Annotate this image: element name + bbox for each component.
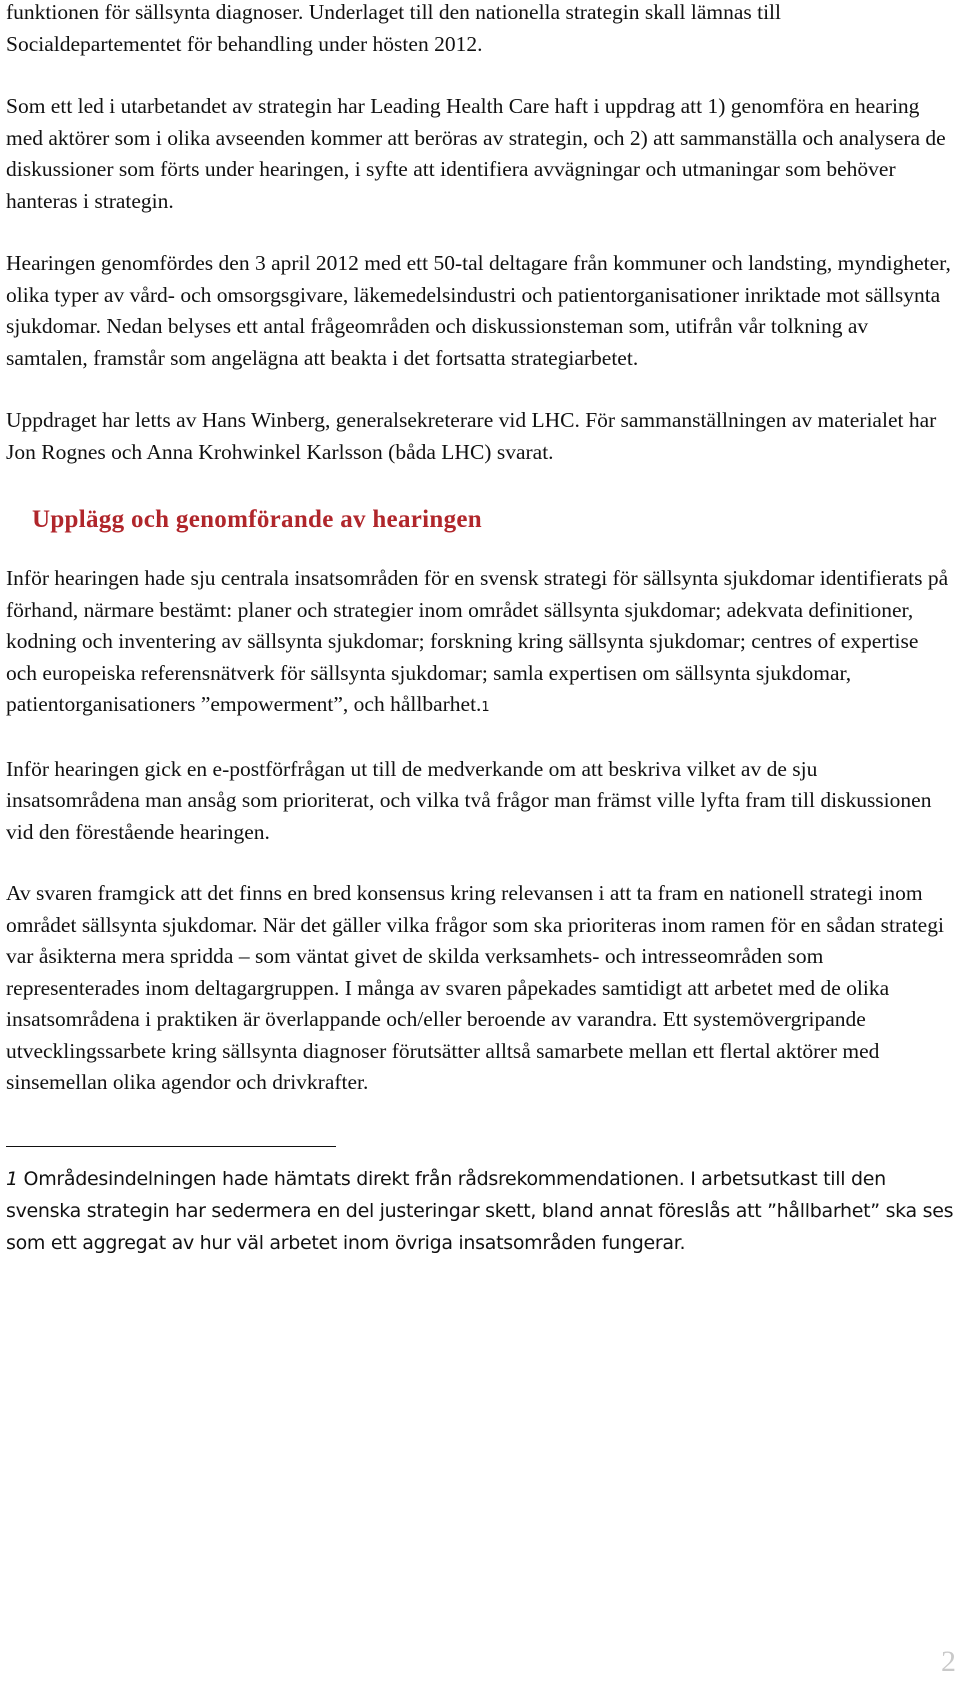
paragraph-focus-areas-text: Inför hearingen hade sju centrala insatsområden för en svensk strategi för sällsynta sjukdomar identifierats på förhand, närmare bestämt: planer och strategier inom området sällsynta sjukdomar; adekvata definitioner, kodning och inventering av sällsynta sjukdomar; forskning kring sällsynta sjukdomar; centres of expertise och europeiska referensnätverk för sällsynta sjukdomar; samla expertisen om sällsynta sjukdomar, patientorganisationers ”empowerment”, och hållbarhet. bbox=[6, 566, 949, 716]
footnote-separator bbox=[6, 1146, 336, 1147]
section-heading: Upplägg och genomförande av hearingen bbox=[32, 506, 483, 533]
footnote bbox=[6, 1163, 954, 1259]
paragraph-hearing-details: Hearingen genomfördes den 3 april 2012 med ett 50-tal deltagare från kommuner och landsting, myndigheter, olika typer av vård- och omsorgsgivare, läkemedelsindustri och patientorganisationer inriktade mot sällsynta sjukdomar. Nedan belyses ett antal frågeområden och diskussionsteman som, utifrån vår tolkning av samtalen, framstår som angelägna att beakta i det fortsatta strategiarbetet. bbox=[6, 251, 951, 370]
paragraph-assignment: Som ett led i utarbetandet av strategin har Leading Health Care haft i uppdrag att 1) genomföra en hearing med aktörer som i olika avseenden kommer att beröras av strategin, och 2) att sammanställa och analysera de diskussioner som förts under hearingen, i syfte att identifiera avvägningar och utmaningar som behöver hanteras i strategin. bbox=[6, 94, 946, 213]
paragraph-survey-results: Av svaren framgick att det finns en bred konsensus kring relevansen i att ta fram en nationell strategi inom området sällsynta sjukdomar. När det gäller vilka frågor som ska prioriteras inom ramen för en sådan strategi var åsikterna mera spridda – som väntat givet de skilda verksamhets- och intresseområden som representerades inom deltagargruppen. I många av svaren påpekades samtidigt att arbetet med de olika insatsområdena i praktiken är överlappande och/eller beroende av varandra. Ett systemövergripande utvecklingssarbete kring sällsynta diagnoser förutsätter alltså samarbete mellan ett flertal aktörer med sinsemellan olika agendor och drivkrafter. bbox=[6, 881, 944, 1094]
footnote-number: 1 bbox=[6, 1167, 18, 1190]
footnote-reference[interactable]: 1 bbox=[481, 700, 490, 715]
document-page bbox=[6, 0, 954, 1259]
paragraph-responsibility: Uppdraget har letts av Hans Winberg, generalsekreterare vid LHC. För sammanställningen av materialet har Jon Rognes och Anna Krohwinkel Karlsson (båda LHC) svarat. bbox=[6, 408, 937, 464]
page-number: 2 bbox=[941, 1645, 956, 1678]
footnote-text: Områdesindelningen hade hämtats direkt från rådsrekommendationen. I arbetsutkast till den svenska strategin har sedermera en del justeringar skett, bland annat föreslås att ”hållbarhet” ska ses som ett aggregat av hur väl arbetet inom övriga insatsområden fungerar. bbox=[6, 1167, 954, 1254]
paragraph-email-survey: Inför hearingen gick en e-postförfrågan ut till de medverkande om att beskriva vilket av de sju insatsområdena man ansåg som prioriterat, och vilka två frågor man främst ville lyfta fram till diskussionen vid den förestående hearingen. bbox=[6, 756, 932, 844]
paragraph-intro-continuation: funktionen för sällsynta diagnoser. Underlaget till den nationella strategin skall lämnas till Socialdepartementet för behandling under hösten 2012. bbox=[6, 0, 782, 56]
paragraph-focus-areas bbox=[6, 563, 954, 724]
